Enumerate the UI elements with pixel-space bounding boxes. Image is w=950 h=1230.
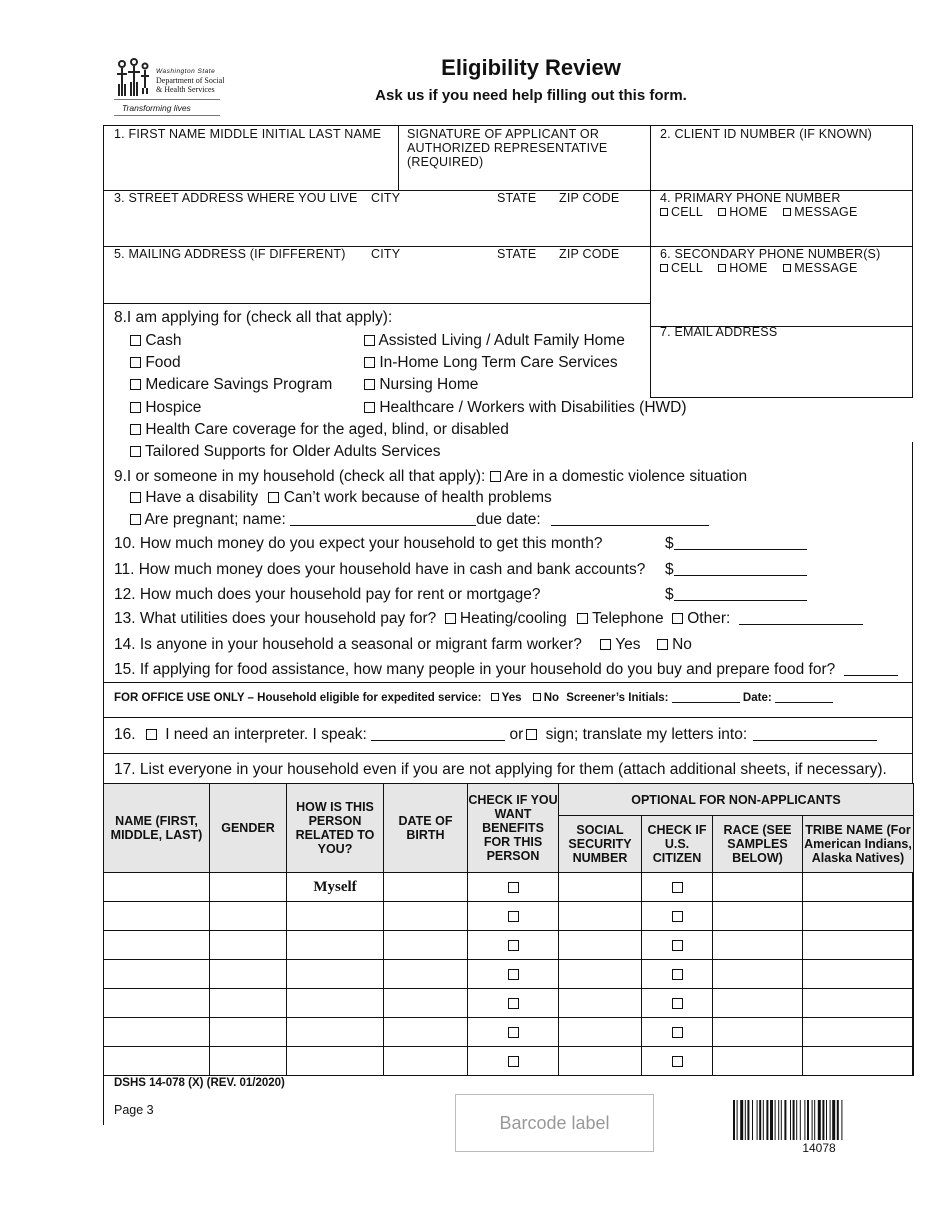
race-cell[interactable]	[713, 1018, 803, 1047]
logo-tagline: Transforming lives	[122, 103, 191, 113]
logo-dept: Department of Social	[156, 76, 225, 85]
msp-checkbox[interactable]	[130, 379, 141, 390]
q15-label: 15. If applying for food assistance, how many people in your household do you buy and prepare food for?	[114, 661, 836, 678]
message-label: MESSAGE	[794, 205, 858, 219]
home-label: HOME	[729, 261, 768, 275]
benefits-cell	[468, 902, 559, 931]
pregnant-label: Are pregnant; name:	[144, 511, 286, 528]
q9-line2	[130, 489, 552, 507]
tribe-cell[interactable]	[803, 1047, 914, 1076]
primary-home-checkbox[interactable]	[718, 208, 726, 216]
q14-label: 14. Is anyone in your household a seasonal or migrant farm worker?	[114, 636, 582, 653]
ssn-cell[interactable]	[559, 1018, 642, 1047]
col-optional: OPTIONAL FOR NON-APPLICANTS	[559, 784, 914, 816]
q15	[114, 661, 898, 679]
table-row	[104, 960, 914, 989]
household-table	[103, 783, 914, 1076]
relation-cell[interactable]	[287, 1047, 384, 1076]
barcode-number: 14078	[802, 1141, 836, 1155]
race-cell[interactable]	[713, 960, 803, 989]
field-secondary-phone-label: 6. SECONDARY PHONE NUMBER(S)	[660, 247, 881, 261]
disability-label: Have a disability	[145, 489, 259, 506]
office-use-row	[114, 692, 833, 704]
screener-label: Screener’s Initials:	[566, 692, 669, 704]
field-street-label: 3. STREET ADDRESS WHERE YOU LIVE	[114, 191, 358, 205]
q12-amount: $	[665, 586, 807, 604]
ssn-cell[interactable]	[559, 931, 642, 960]
office-yes-checkbox[interactable]	[491, 693, 499, 701]
citizen-cell	[642, 960, 713, 989]
benefits-checkbox[interactable]	[508, 1056, 519, 1067]
q10-amount: $	[665, 535, 807, 553]
tribe-cell[interactable]	[803, 931, 914, 960]
gender-cell[interactable]	[210, 902, 287, 931]
name-cell[interactable]	[104, 873, 210, 902]
dv-checkbox[interactable]	[490, 471, 501, 482]
q14	[114, 636, 692, 654]
benefits-cell	[468, 1047, 559, 1076]
gender-cell[interactable]	[210, 873, 287, 902]
pregnant-checkbox[interactable]	[130, 514, 141, 525]
q11-amount-field[interactable]	[674, 562, 807, 576]
logo-state: Washington State	[156, 68, 216, 75]
due-date-field[interactable]	[551, 512, 709, 526]
option-nh[interactable]: Nursing Home	[364, 376, 478, 394]
q11-label: 11. How much money does your household have in cash and bank accounts?	[114, 561, 646, 578]
q14-no-label: No	[672, 636, 692, 653]
q9-title: 9.I or someone in my household (check all that apply):	[114, 468, 486, 485]
tribe-cell[interactable]	[803, 989, 914, 1018]
field-client-id-label: 2. CLIENT ID NUMBER (IF KNOWN)	[660, 127, 873, 141]
table-row	[104, 1047, 914, 1076]
col-gender: GENDER	[210, 784, 287, 873]
citizen-cell	[642, 931, 713, 960]
benefits-cell	[468, 873, 559, 902]
option-hcc[interactable]: Health Care coverage for the aged, blind, or disabled	[130, 421, 509, 439]
speak-language-field[interactable]	[371, 727, 505, 741]
relation-cell[interactable]	[287, 960, 384, 989]
pregnant-name-field[interactable]	[290, 512, 476, 526]
field-name-label: 1. FIRST NAME MIDDLE INITIAL LAST NAME	[114, 127, 382, 141]
q14-yes-checkbox[interactable]	[600, 639, 611, 650]
benefits-checkbox[interactable]	[508, 882, 519, 893]
secondary-phone-options	[660, 261, 858, 275]
interpreter-label: I need an interpreter. I speak:	[165, 726, 367, 743]
tribe-cell[interactable]	[803, 902, 914, 931]
q10-label: 10. How much money do you expect your household to get this month?	[114, 535, 603, 552]
dob-cell[interactable]	[384, 1018, 468, 1047]
name-cell[interactable]	[104, 1047, 210, 1076]
q14-no-checkbox[interactable]	[657, 639, 668, 650]
col-race: RACE (SEE SAMPLES BELOW)	[713, 816, 803, 873]
name-cell[interactable]	[104, 902, 210, 931]
benefits-cell	[468, 1018, 559, 1047]
relation-cell[interactable]	[287, 931, 384, 960]
q9-line1	[114, 468, 747, 486]
ssn-cell[interactable]	[559, 989, 642, 1018]
dob-cell[interactable]	[384, 960, 468, 989]
hwd-checkbox[interactable]	[364, 402, 375, 413]
tribe-cell[interactable]	[803, 873, 914, 902]
cantwork-checkbox[interactable]	[268, 492, 279, 503]
benefits-cell	[468, 931, 559, 960]
citizen-checkbox[interactable]	[672, 940, 683, 951]
secondary-message-checkbox[interactable]	[783, 264, 791, 272]
field-primary-phone-label: 4. PRIMARY PHONE NUMBER	[660, 191, 841, 205]
dv-label: Are in a domestic violence situation	[504, 468, 748, 485]
relation-cell[interactable]	[287, 989, 384, 1018]
race-cell[interactable]	[713, 989, 803, 1018]
ihltc-checkbox[interactable]	[364, 357, 375, 368]
sign-checkbox[interactable]	[526, 729, 537, 740]
table-row	[104, 873, 914, 902]
ssn-cell[interactable]	[559, 902, 642, 931]
table-row	[104, 1018, 914, 1047]
option-hospice[interactable]: Hospice	[130, 399, 201, 417]
citizen-cell	[642, 989, 713, 1018]
screener-field[interactable]	[672, 692, 740, 703]
q9-line3	[130, 511, 709, 529]
gender-cell[interactable]	[210, 1047, 287, 1076]
dob-cell[interactable]	[384, 989, 468, 1018]
gender-cell[interactable]	[210, 960, 287, 989]
race-cell[interactable]	[713, 931, 803, 960]
field-mailing-zip-label: ZIP CODE	[559, 247, 620, 261]
ssn-cell[interactable]	[559, 1047, 642, 1076]
cell-label: CELL	[671, 261, 703, 275]
field-mailing-label: 5. MAILING ADDRESS (IF DIFFERENT)	[114, 247, 346, 261]
q11-amount: $	[665, 561, 807, 579]
nh-checkbox[interactable]	[364, 379, 375, 390]
ssn-cell[interactable]	[559, 873, 642, 902]
name-cell[interactable]	[104, 960, 210, 989]
citizen-checkbox[interactable]	[672, 882, 683, 893]
field-email-label: 7. EMAIL ADDRESS	[660, 325, 778, 339]
ssn-cell[interactable]	[559, 960, 642, 989]
col-benefits: CHECK IF YOU WANT BENEFITS FOR THIS PERSON	[468, 784, 559, 873]
field-zip-label: ZIP CODE	[559, 191, 620, 205]
q14-yes-label: Yes	[615, 636, 641, 653]
race-cell[interactable]	[713, 873, 803, 902]
benefits-checkbox[interactable]	[508, 998, 519, 1009]
tribe-cell[interactable]	[803, 1018, 914, 1047]
primary-message-checkbox[interactable]	[783, 208, 791, 216]
barcode-label-box: Barcode label	[455, 1094, 654, 1152]
option-food[interactable]: Food	[130, 354, 181, 372]
citizen-checkbox[interactable]	[672, 969, 683, 980]
field-signature-label: SIGNATURE OF APPLICANT OR AUTHORIZED REPRESENTATIVE (REQUIRED)	[407, 127, 608, 169]
q16	[114, 726, 877, 744]
citizen-checkbox[interactable]	[672, 911, 683, 922]
q13	[114, 610, 863, 628]
primary-cell-checkbox[interactable]	[660, 208, 668, 216]
secondary-home-checkbox[interactable]	[718, 264, 726, 272]
name-cell[interactable]	[104, 1018, 210, 1047]
office-date-field[interactable]	[775, 692, 833, 703]
relation-cell[interactable]	[287, 1018, 384, 1047]
secondary-cell-checkbox[interactable]	[660, 264, 668, 272]
q17-label: 17. List everyone in your household even if you are not applying for them (attach additional sheets, if necessary).	[114, 761, 887, 778]
option-hwd[interactable]: Healthcare / Workers with Disabilities (HWD)	[364, 399, 687, 417]
race-cell[interactable]	[713, 1047, 803, 1076]
primary-phone-options	[660, 205, 858, 219]
benefits-cell	[468, 989, 559, 1018]
col-tribe: TRIBE NAME (For American Indians, Alaska Natives)	[803, 816, 914, 873]
citizen-cell	[642, 1047, 713, 1076]
col-ssn: SOCIAL SECURITY NUMBER	[559, 816, 642, 873]
heating-checkbox[interactable]	[445, 613, 456, 624]
food-checkbox[interactable]	[130, 357, 141, 368]
field-state-label: STATE	[497, 191, 537, 205]
dob-cell[interactable]	[384, 873, 468, 902]
option-tsoa[interactable]: Tailored Supports for Older Adults Services	[130, 443, 441, 461]
citizen-cell	[642, 902, 713, 931]
benefits-checkbox[interactable]	[508, 1027, 519, 1038]
sign-label: sign; translate my letters into:	[545, 726, 748, 743]
option-alf[interactable]: Assisted Living / Adult Family Home	[364, 332, 625, 350]
alf-checkbox[interactable]	[364, 335, 375, 346]
name-cell[interactable]	[104, 989, 210, 1018]
relation-cell[interactable]	[287, 902, 384, 931]
office-no-checkbox[interactable]	[533, 693, 541, 701]
office-use-label: FOR OFFICE USE ONLY – Household eligible for expedited service:	[114, 692, 482, 704]
option-ihltc[interactable]: In-Home Long Term Care Services	[364, 354, 618, 372]
barcode-icon	[733, 1100, 905, 1140]
gender-cell[interactable]	[210, 1018, 287, 1047]
q16-number: 16.	[114, 726, 136, 743]
page-number: Page 3	[114, 1103, 154, 1117]
gender-cell[interactable]	[210, 931, 287, 960]
office-no-label: No	[543, 692, 560, 704]
col-relation: HOW IS THIS PERSON RELATED TO YOU?	[287, 784, 384, 873]
due-label: due date:	[476, 511, 541, 528]
table-row	[104, 931, 914, 960]
interpreter-checkbox[interactable]	[146, 729, 157, 740]
tribe-cell[interactable]	[803, 960, 914, 989]
q15-field[interactable]	[844, 662, 898, 676]
col-citizen: CHECK IF U.S. CITIZEN	[642, 816, 713, 873]
name-cell[interactable]	[104, 931, 210, 960]
field-mailing-state-label: STATE	[497, 247, 537, 261]
citizen-checkbox[interactable]	[672, 998, 683, 1009]
page-title: Eligibility Review	[441, 55, 621, 80]
q10-amount-field[interactable]	[674, 536, 807, 550]
benefits-checkbox[interactable]	[508, 940, 519, 951]
hospice-checkbox[interactable]	[130, 402, 141, 413]
message-label: MESSAGE	[794, 261, 858, 275]
hcc-checkbox[interactable]	[130, 424, 141, 435]
race-cell[interactable]	[713, 902, 803, 931]
office-yes-label: Yes	[501, 692, 522, 704]
table-row	[104, 902, 914, 931]
cantwork-label: Can’t work because of health problems	[283, 489, 552, 506]
field-mailing-city-label: CITY	[371, 247, 401, 261]
tsoa-checkbox[interactable]	[130, 446, 141, 457]
relation-cell[interactable]: Myself	[287, 873, 384, 902]
col-name: NAME (FIRST, MIDDLE, LAST)	[104, 784, 210, 873]
q13-label: 13. What utilities does your household pay for?	[114, 610, 437, 627]
field-city-label: CITY	[371, 191, 401, 205]
citizen-cell	[642, 1018, 713, 1047]
office-date-label: Date:	[742, 692, 772, 704]
option-cash[interactable]: Cash	[130, 332, 182, 350]
gender-cell[interactable]	[210, 989, 287, 1018]
benefits-cell	[468, 960, 559, 989]
other-field[interactable]	[739, 611, 863, 625]
citizen-cell	[642, 873, 713, 902]
dob-cell[interactable]	[384, 1047, 468, 1076]
cash-checkbox[interactable]	[130, 335, 141, 346]
disability-checkbox[interactable]	[130, 492, 141, 503]
other-label: Other:	[687, 610, 731, 627]
q16-or: or	[509, 726, 524, 743]
q12-label: 12. How much does your household pay for rent or mortgage?	[114, 586, 541, 603]
dob-cell[interactable]	[384, 902, 468, 931]
other-checkbox[interactable]	[672, 613, 683, 624]
benefits-checkbox[interactable]	[508, 969, 519, 980]
citizen-checkbox[interactable]	[672, 1027, 683, 1038]
dob-cell[interactable]	[384, 931, 468, 960]
telephone-label: Telephone	[592, 610, 664, 627]
page-subtitle: Ask us if you need help filling out this form.	[375, 87, 687, 104]
cell-label: CELL	[671, 205, 703, 219]
q8-title: 8.I am applying for (check all that apply):	[114, 309, 393, 326]
benefits-checkbox[interactable]	[508, 911, 519, 922]
col-dob: DATE OF BIRTH	[384, 784, 468, 873]
table-row	[104, 989, 914, 1018]
translate-language-field[interactable]	[753, 727, 877, 741]
form-id: DSHS 14-078 (X) (REV. 01/2020)	[114, 1077, 285, 1089]
option-msp[interactable]: Medicare Savings Program	[130, 376, 332, 394]
telephone-checkbox[interactable]	[577, 613, 588, 624]
logo-health: & Health Services	[156, 85, 215, 94]
q12-amount-field[interactable]	[674, 587, 807, 601]
citizen-checkbox[interactable]	[672, 1056, 683, 1067]
home-label: HOME	[729, 205, 768, 219]
heating-label: Heating/cooling	[459, 610, 567, 627]
